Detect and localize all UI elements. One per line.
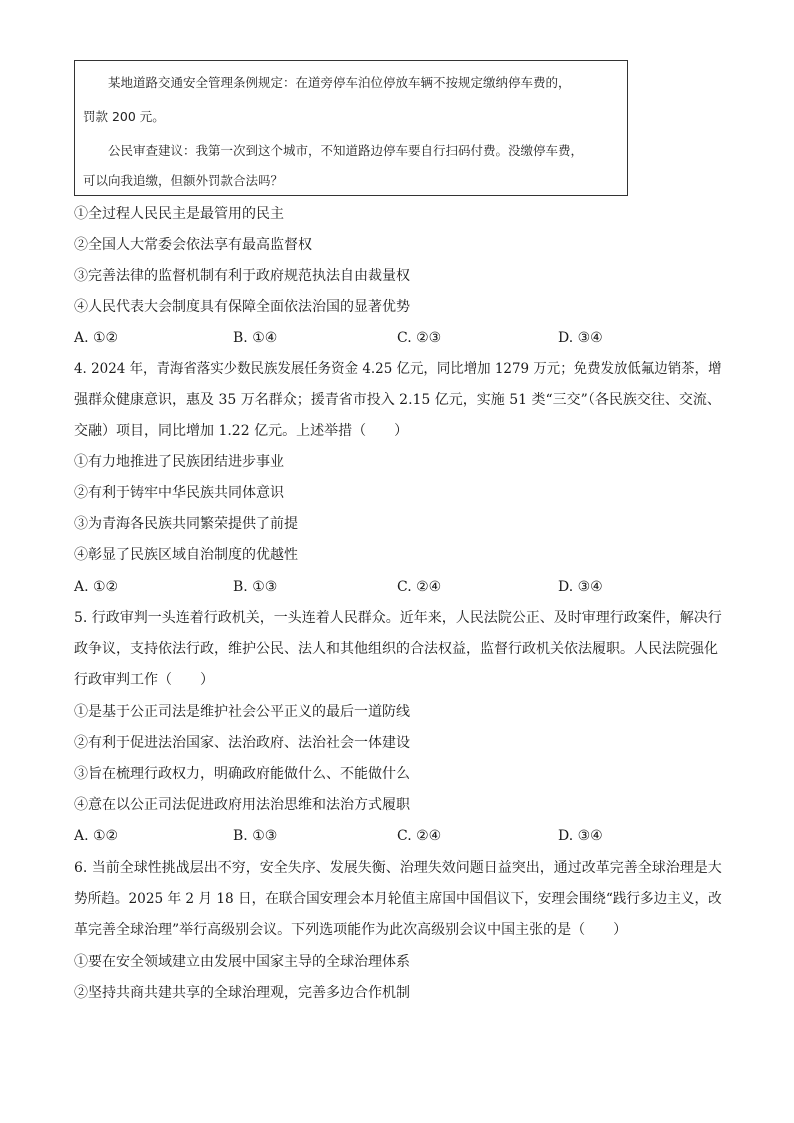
q5-option-c[interactable]: C. ②④ [397,828,442,844]
q4-stem-line-2: 强群众健康意识，惠及 35 万名群众；援青省市投入 2.15 亿元，实施 51 类“三交”（各民族交往、交流、 [74,392,721,408]
q4-statement-3: ③为青海各民族共同繁荣提供了前提 [74,516,298,532]
q5-option-b[interactable]: B. ①③ [233,828,278,844]
q4-option-c[interactable]: C. ②④ [397,579,442,595]
quote-line-1: 某地道路交通安全管理条例规定：在道旁停车泊位停放车辆不按规定缴纳停车费的， [83,75,571,90]
q4-statement-1: ①有力地推进了民族团结进步事业 [74,454,284,470]
q4-option-a[interactable]: A. ①② [74,579,119,595]
q5-option-a[interactable]: A. ①② [74,828,119,844]
quote-line-3: 公民审查建议：我第一次到这个城市，不知道路边停车要自行扫码付费。没缴停车费， [83,143,584,158]
quote-box [74,60,628,196]
q4-stem-line-1: 4. 2024 年，青海省落实少数民族发展任务资金 4.25 亿元，同比增加 1279 万元；免费发放低氟边销茶，增 [74,361,722,377]
q5-option-d[interactable]: D. ③④ [558,828,603,844]
quote-line-4: 可以向我追缴，但额外罚款合法吗？ [83,173,284,188]
q6-stem-line-1: 6. 当前全球性挑战层出不穷，安全失序、发展失衡、治理失效问题日益突出，通过改革完善全球治理是大 [74,860,722,876]
q3-statement-4: ④人民代表大会制度具有保障全面依法治国的显著优势 [74,299,410,315]
q3-statement-2: ②全国人大常委会依法享有最高监督权 [74,237,312,253]
q3-option-d[interactable]: D. ③④ [558,330,603,346]
q3-option-c[interactable]: C. ②③ [397,330,442,346]
q3-statement-1: ①全过程人民民主是最管用的民主 [74,206,284,222]
q5-stem-line-3: 行政审判工作（ ） [74,672,214,688]
q5-statement-2: ②有利于促进法治国家、法治政府、法治社会一体建设 [74,735,410,751]
q4-option-b[interactable]: B. ①③ [233,579,278,595]
q6-statement-2: ②坚持共商共建共享的全球治理观，完善多边合作机制 [74,985,410,1001]
q5-statement-3: ③旨在梳理行政权力，明确政府能做什么、不能做什么 [74,766,410,782]
q4-option-d[interactable]: D. ③④ [558,579,603,595]
quote-line-2: 罚款 200 元。 [83,109,165,124]
q3-statement-3: ③完善法律的监督机制有利于政府规范执法自由裁量权 [74,268,410,284]
q5-statement-4: ④意在以公正司法促进政府用法治思维和法治方式履职 [74,797,410,813]
q5-statement-1: ①是基于公正司法是维护社会公平正义的最后一道防线 [74,704,410,720]
q6-stem-line-2: 势所趋。2025 年 2 月 18 日，在联合国安理会本月轮值主席国中国倡议下，安理会围绕“践行多边主义，改 [74,891,722,907]
q4-statement-2: ②有利于铸牢中华民族共同体意识 [74,485,284,501]
q6-statement-1: ①要在安全领域建立由发展中国家主导的全球治理体系 [74,954,410,970]
q3-option-b[interactable]: B. ①④ [233,330,278,346]
q5-stem-line-2: 政争议，支持依法行政，维护公民、法人和其他组织的合法权益，监督行政机关依法履职。人民法院强化 [74,641,718,657]
q6-stem-line-3: 革完善全球治理”举行高级别会议。下列选项能作为此次高级别会议中国主张的是（ ） [74,922,628,938]
q4-statement-4: ④彰显了民族区域自治制度的优越性 [74,547,298,563]
q3-option-a[interactable]: A. ①② [74,330,119,346]
q5-stem-line-1: 5. 行政审判一头连着行政机关，一头连着人民群众。近年来，人民法院公正、及时审理行政案件，解决行 [74,610,722,626]
q4-stem-line-3: 交融）项目，同比增加 1.22 亿元。上述举措（ ） [74,423,409,439]
